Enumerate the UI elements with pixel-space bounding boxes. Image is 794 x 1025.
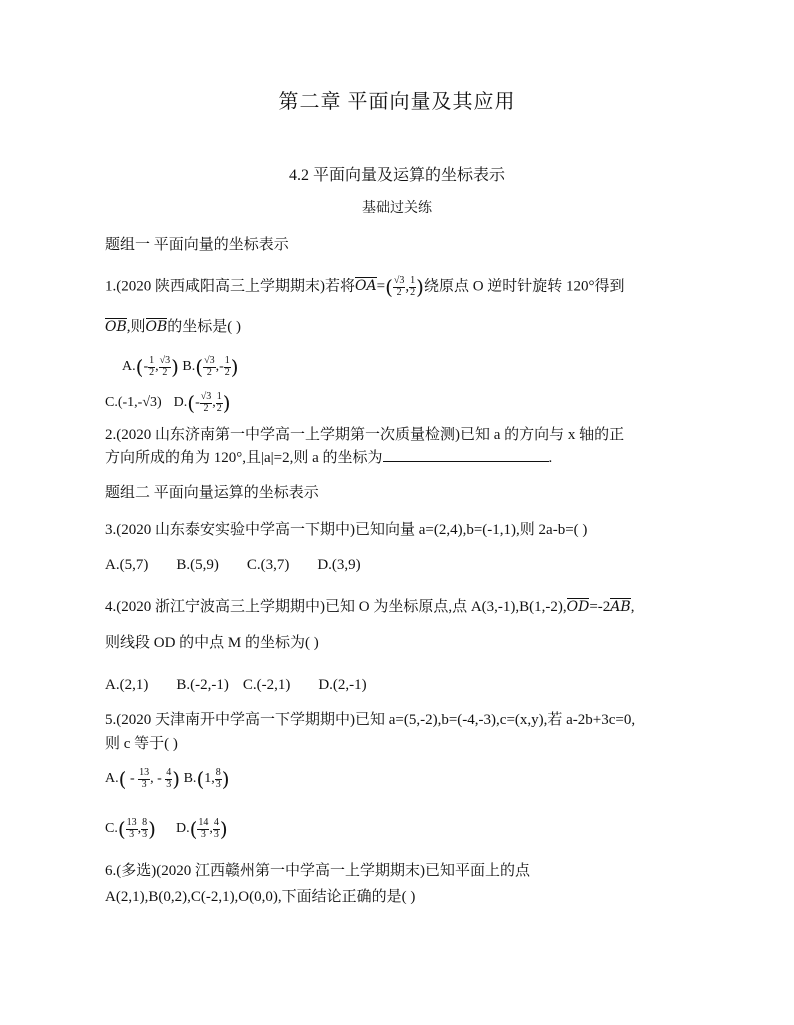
question-6-line-2: A(2,1),B(0,2),C(-2,1),O(0,0),下面结论正确的是( ) (105, 889, 416, 905)
question-6-line-1: 6.(多选)(2020 江西赣州第一中学高一上学期期末)已知平面上的点 (105, 863, 530, 879)
fraction: $\frac{√3}{2}$ (393, 275, 405, 298)
question-3-line-1: 3.(2020 山东泰安实验中学高一下期中)已知向量 a=(2,4),b=(-1,1),则 2a-b=( ) (105, 522, 588, 538)
question-4-options: A.(2,1) B.(-2,-1) C.(-2,1) D.(2,-1) (105, 677, 367, 693)
question-1-options-cd: C.(-1,-√3) D.(- $\frac{√3}{2}$ , $\frac{1}{2}$ ) (105, 391, 231, 415)
question-1-line-2: OB,则OB的坐标是( ) (105, 319, 242, 335)
question-2-line-1: 2.(2020 山东济南第一中学高一上学期第一次质量检测)已知 a 的方向与 x 轴的正 (105, 427, 625, 443)
question-1-options-ab: A.(- $\frac{1}{2}$ , $\frac{√3}{2}$ ) B.( $\frac{√3}{2}$ ,- $\frac{1}{2}$ ) (122, 355, 239, 379)
section-title: 4.2 平面向量及运算的坐标表示 (288, 167, 505, 184)
group-heading-2: 题组二 平面向量运算的坐标表示 (105, 485, 319, 501)
answer-blank[interactable] (383, 460, 549, 462)
chapter-title: 第二章 平面向量及其应用 (278, 91, 516, 113)
question-5-line-2: 则 c 等于( ) (105, 736, 178, 752)
question-4-line-1: 4.(2020 浙江宁波高三上学期期中)已知 O 为坐标原点,点 A(3,-1),B(1,-2),OD=-2AB, (105, 599, 635, 615)
vector-ob: OB (105, 319, 127, 335)
group-heading-1: 题组一 平面向量的坐标表示 (105, 237, 289, 253)
question-4-line-2: 则线段 OD 的中点 M 的坐标为( ) (105, 635, 319, 651)
question-1-line-1: 1.(2020 陕西咸阳高三上学期期末)若将OA=( $\frac{√3}{2}$ , $\frac{1}{2}$ )绕原点 O 逆时针旋转 120°得到 (105, 275, 625, 299)
vector-oa: OA (355, 278, 377, 295)
vector-ob: OB (145, 319, 168, 335)
question-5-options-ab: A.( - $\frac{13}{3}$ , - $\frac{4}{3}$ ) B.(1, $\frac{8}{3}$ ) (105, 767, 230, 791)
question-3-options: A.(5,7) B.(5,9) C.(3,7) D.(3,9) (105, 557, 361, 573)
fraction: $\frac{1}{2}$ (410, 275, 416, 298)
question-2-line-2: 方向所成的角为 120°,且|a|=2,则 a 的坐标为 . (105, 450, 553, 466)
vector-ab: AB (610, 599, 631, 615)
question-5-line-1: 5.(2020 天津南开中学高一下学期期中)已知 a=(5,-2),b=(-4,-3),c=(x,y),若 a-2b+3c=0, (105, 712, 636, 728)
vector-od: OD (566, 599, 590, 615)
question-5-options-cd: C.( $\frac{13}{3}$ , $\frac{8}{3}$ ) D.( $\frac{14}{3}$ , $\frac{4}{3}$ ) (105, 817, 228, 841)
subsection-title: 基础过关练 (362, 201, 432, 216)
